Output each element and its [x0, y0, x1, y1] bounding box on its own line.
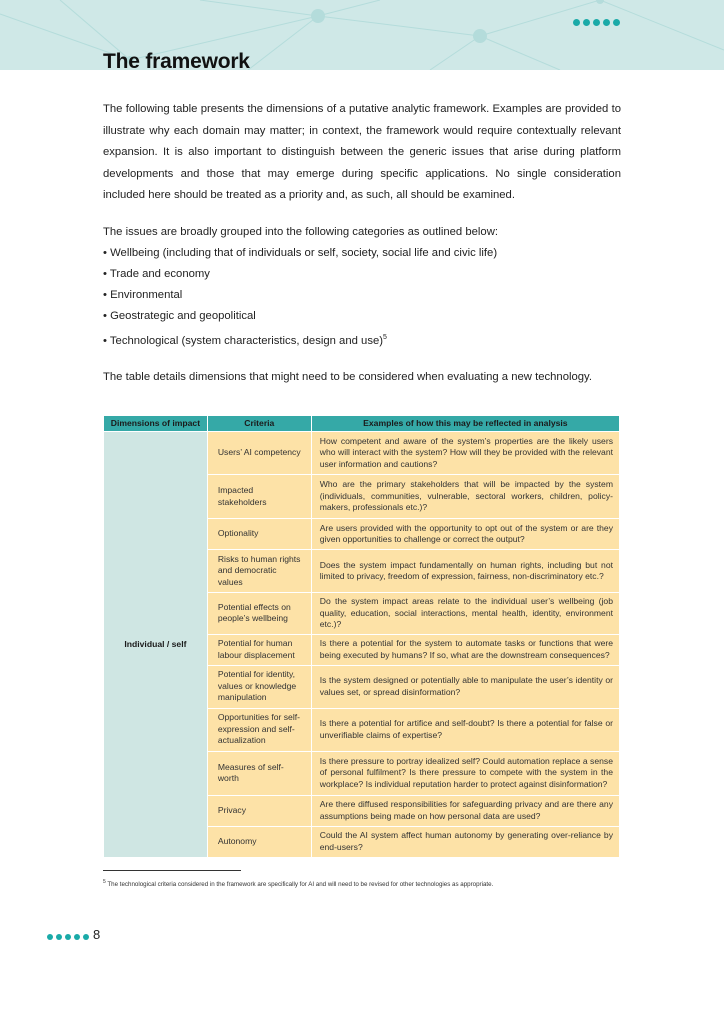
example-cell: Is there a potential for the system to automate tasks or functions that were being executed by humans? If so, what are the downstream consequences? [311, 634, 619, 665]
dot-icon [583, 19, 590, 26]
example-cell: Are users provided with the opportunity to opt out of the system or are they given opportunities to challenge or correct the output? [311, 519, 619, 550]
dot-icon [613, 19, 620, 26]
dot-icon [56, 934, 62, 940]
page-title: The framework [103, 50, 250, 73]
criteria-cell: Users’ AI competency [207, 432, 311, 475]
criteria-cell: Autonomy [207, 826, 311, 857]
example-cell: Is there pressure to portray idealized self? Could automation replace a sense of personal fulfilment? Is there pressure to compete with the system in the workplace? Is individual reputation harder to protect against disinformation? [311, 751, 619, 795]
table-header-row [104, 416, 620, 432]
dot-icon [65, 934, 71, 940]
dot-icon [573, 19, 580, 26]
example-cell: Who are the primary stakeholders that will be impacted by the system (individuals, communities, vulnerable, sectoral workers, children, policy-makers, professionals etc.)? [311, 475, 619, 519]
decorative-dots-top [573, 19, 620, 26]
criteria-cell: Optionality [207, 519, 311, 550]
dot-icon [74, 934, 80, 940]
intro-paragraph: The following table presents the dimensions of a putative analytic framework. Examples are provided to illustrate why each domain may matter; in context, the framework would require contextually relevant expansion. It is also important to distinguish between the generic issues that arise during platform developments and those that may emerge during specific applications. No single consideration included here should be treated as a priority and, as such, all should be examined. [103, 103, 621, 201]
category-item: • Trade and economy [103, 264, 497, 285]
footnote-ref[interactable]: 5 [383, 334, 387, 341]
decorative-dots-bottom [47, 934, 89, 940]
category-item: • Environmental [103, 285, 497, 306]
example-cell: How competent and aware of the system’s properties are the likely users who will interact with the system? How will they be provided with the relevant user information and cautions? [311, 432, 619, 475]
criteria-cell: Opportunities for self-expression and self-actualization [207, 708, 311, 751]
criteria-cell: Privacy [207, 795, 311, 826]
criteria-cell: Potential for identity, values or knowledge manipulation [207, 665, 311, 708]
table-row [104, 432, 620, 475]
example-cell: Is there a potential for artifice and self-doubt? Is there a potential for false or unverifiable claims of expertise? [311, 708, 619, 751]
categories-lead: The issues are broadly grouped into the following categories as outlined below: [103, 226, 499, 238]
table-intro: The table details dimensions that might need to be considered when evaluating a new technology. [103, 371, 593, 383]
framework-table [103, 415, 620, 858]
category-list [103, 243, 497, 352]
dot-icon [83, 934, 89, 940]
header-dimensions: Dimensions of impact [104, 416, 208, 432]
category-item: • Technological (system characteristics, design and use)$^5$ [103, 327, 497, 352]
footnote-number: 5 [103, 879, 106, 885]
header-criteria: Criteria [207, 416, 311, 432]
dot-icon [47, 934, 53, 940]
criteria-cell: Potential effects on people’s wellbeing [207, 593, 311, 635]
category-item: • Geostrategic and geopolitical [103, 306, 497, 327]
page-number: 8 [93, 927, 101, 942]
footnote-text: The technological criteria considered in the framework are specifically for AI and will need to be revised for other technologies as appropriate. [107, 881, 494, 889]
example-cell: Does the system impact fundamentally on human rights, including but not limited to privacy, freedom of expression, fairness, non-discriminatory etc.? [311, 550, 619, 593]
footnote-divider [103, 870, 241, 871]
criteria-cell: Measures of self-worth [207, 751, 311, 795]
criteria-cell: Potential for human labour displacement [207, 634, 311, 665]
dot-icon [593, 19, 600, 26]
example-cell: Do the system impact areas relate to the individual user’s wellbeing (job quality, education, social interactions, mental health, identity, environment etc.)? [311, 593, 619, 635]
category-item: • Wellbeing (including that of individuals or self, society, social life and civic life) [103, 243, 497, 264]
example-cell: Could the AI system affect human autonomy by generating over-reliance by end-users? [311, 826, 619, 857]
criteria-cell: Impacted stakeholders [207, 475, 311, 519]
criteria-cell: Risks to human rights and democratic values [207, 550, 311, 593]
dot-icon [603, 19, 610, 26]
example-cell: Are there diffused responsibilities for safeguarding privacy and are there any assumptions being made on how personal data are used? [311, 795, 619, 826]
footnote [103, 879, 493, 888]
header-examples: Examples of how this may be reflected in analysis [311, 416, 619, 432]
dimension-cell: Individual / self [104, 432, 208, 858]
example-cell: Is the system designed or potentially able to manipulate the user’s identity or values set, or spread disinformation? [311, 665, 619, 708]
